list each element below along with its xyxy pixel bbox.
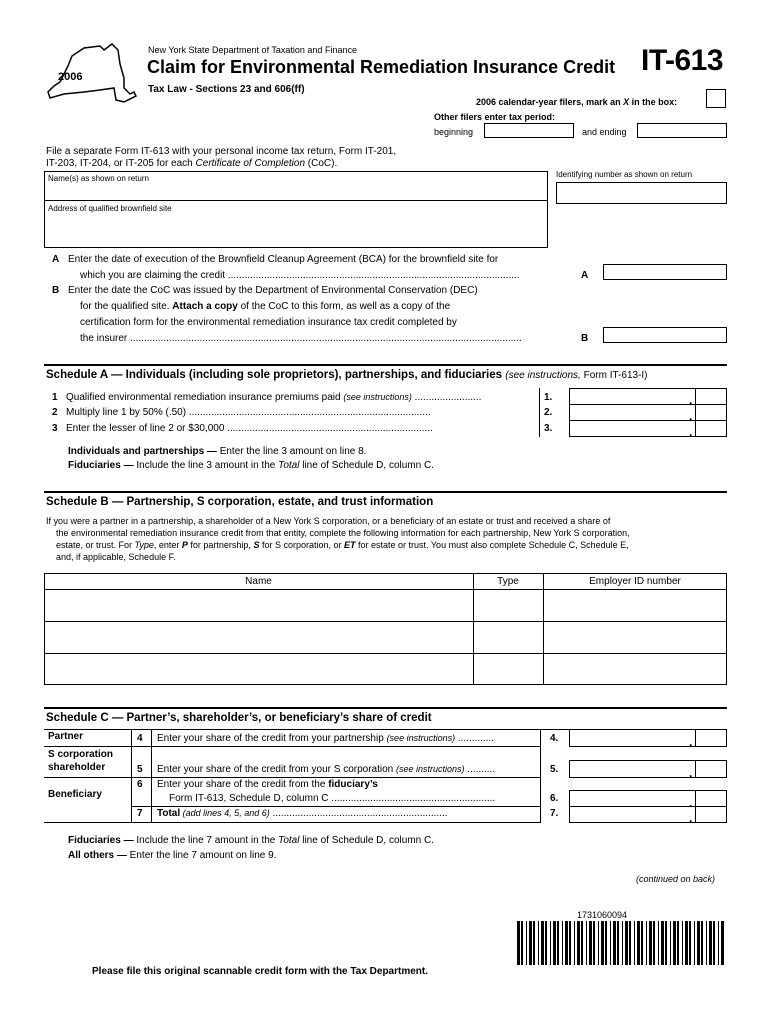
schedule-c-row-rule-6	[131, 806, 540, 807]
line-3-amount[interactable]	[569, 420, 727, 437]
agency-name: New York State Department of Taxation and Finance	[148, 45, 357, 55]
beneficiary-row-label: Beneficiary	[48, 789, 102, 800]
line-4-box-label: 4.	[550, 733, 559, 744]
line-2-number: 2	[52, 407, 58, 418]
line-4-decimal: .	[689, 735, 693, 749]
item-a-line1: Enter the date of execution of the Brownfield Cleanup Agreement (BCA) for the brownfield site for	[68, 254, 499, 265]
name-address-divider	[44, 200, 548, 201]
line-6-box-label: 6.	[550, 793, 559, 804]
schedule-c-row-rule-4	[44, 746, 540, 747]
schedule-b-rule	[44, 491, 727, 493]
column-header-type: Type	[497, 576, 519, 587]
item-b-line1: Enter the date the CoC was issued by the Department of Environmental Conservation (DEC)	[68, 285, 478, 296]
entity-row-2-name[interactable]	[45, 622, 472, 653]
line-6-cents-divider	[695, 790, 696, 807]
form-year: 2006	[58, 71, 83, 83]
line-5-number: 5	[137, 764, 143, 775]
line-3-text: Enter the lesser of line 2 or $30,000 ..........................................................................	[66, 423, 433, 434]
calendar-year-checkbox[interactable]	[706, 89, 726, 108]
schedule-a-label-column-rule	[539, 388, 540, 437]
names-label: Name(s) as shown on return	[48, 174, 149, 183]
line-7-text: Total (add lines 4, 5, and 6) ...............................................................	[157, 808, 448, 819]
item-a-letter: A	[52, 254, 60, 265]
file-instruction-line1: File a separate Form IT-613 with your personal income tax return, Form IT-201,	[46, 146, 397, 157]
s-corp-row-label-2: shareholder	[48, 762, 106, 773]
line-5-box-label: 5.	[550, 764, 559, 775]
line-3-box-label: 3.	[544, 423, 553, 434]
entity-row-1-name[interactable]	[45, 590, 472, 621]
line-2-text: Multiply line 1 by 50% (.50) .......................................................................................	[66, 407, 431, 418]
file-original-note: Please file this original scannable credit form with the Tax Department.	[92, 966, 429, 977]
entity-row-1-type[interactable]	[474, 590, 542, 621]
line-2-box-label: 2.	[544, 407, 553, 418]
partner-row-label: Partner	[48, 731, 84, 742]
line-1-decimal: .	[689, 393, 693, 407]
barcode-icon	[515, 921, 727, 965]
form-number: IT-613	[641, 44, 724, 77]
item-a-box-label: A	[581, 270, 589, 281]
fiduciaries-note-a: Fiduciaries — Include the line 3 amount in the Total line of Schedule D, column C.	[68, 460, 434, 471]
file-instruction-line2: IT-203, IT-204, or IT-205 for each Certificate of Completion (CoC).	[46, 158, 338, 169]
line-4-cents-divider	[695, 729, 696, 747]
schedule-c-row-rule-5	[44, 777, 540, 778]
line-3-cents-divider	[695, 420, 696, 437]
period-beginning-field[interactable]	[484, 123, 574, 138]
column-header-name: Name	[245, 576, 272, 587]
period-ending-field[interactable]	[637, 123, 727, 138]
other-filers-label: Other filers enter tax period:	[434, 112, 556, 122]
coc-date-field[interactable]	[603, 327, 727, 343]
item-b-box-label: B	[581, 333, 589, 344]
schedule-c-bottom-rule	[44, 822, 540, 823]
line-1-box-label: 1.	[544, 392, 553, 403]
line-6-amount[interactable]	[569, 790, 727, 807]
line-3-number: 3	[52, 423, 58, 434]
identifying-number-field[interactable]	[556, 182, 727, 204]
schedule-c-rule	[44, 707, 727, 709]
entity-row-3-name[interactable]	[45, 654, 472, 684]
item-b-letter: B	[52, 285, 60, 296]
identifying-number-label: Identifying number as shown on return	[556, 170, 693, 179]
line-4-amount[interactable]	[569, 729, 727, 747]
and-ending-label: and ending	[582, 127, 627, 137]
individuals-partnerships-note: Individuals and partnerships — Enter the line 3 amount on line 8.	[68, 446, 367, 457]
column-header-ein: Employer ID number	[589, 576, 681, 587]
address-field[interactable]	[45, 214, 547, 247]
address-label: Address of qualified brownfield site	[48, 204, 172, 213]
schedule-c-box-column-rule	[540, 729, 541, 823]
names-field[interactable]	[45, 183, 547, 199]
line-7-number: 7	[137, 808, 143, 819]
entity-row-2-type[interactable]	[474, 622, 542, 653]
item-b-line4: the insurer .............................................................................................................................................	[80, 333, 522, 344]
line-4-number: 4	[137, 733, 143, 744]
all-others-note: All others — Enter the line 7 amount on line 9.	[68, 850, 277, 861]
line-2-decimal: .	[689, 409, 693, 423]
entity-row-1-ein[interactable]	[544, 590, 726, 621]
schedule-c-label-column-rule	[131, 729, 132, 823]
line-6-text: Enter your share of the credit from the fiduciary’s	[157, 779, 378, 790]
fiduciaries-note-c: Fiduciaries — Include the line 7 amount in the Total line of Schedule D, column C.	[68, 835, 434, 846]
schedule-a-rule	[44, 364, 727, 366]
schedule-b-para-1: If you were a partner in a partnership, a shareholder of a New York S corporation, or a beneficiary of an estate or trust and received a share of	[46, 516, 611, 526]
schedule-b-para-4: and, if applicable, Schedule F.	[56, 552, 176, 562]
line-5-amount[interactable]	[569, 760, 727, 778]
form-title: Claim for Environmental Remediation Insurance Credit	[147, 57, 616, 77]
entity-row-3-type[interactable]	[474, 654, 542, 684]
item-a-line2: which you are claiming the credit .........................................................................................................	[80, 270, 520, 281]
schedule-c-number-column-rule	[151, 729, 152, 823]
line-1-amount[interactable]	[569, 388, 727, 405]
tax-law-reference: Tax Law - Sections 23 and 606(ff)	[148, 84, 305, 95]
line-7-cents-divider	[695, 806, 696, 823]
s-corp-row-label-1: S corporation	[48, 749, 114, 760]
entity-row-3-ein[interactable]	[544, 654, 726, 684]
schedule-b-title: Schedule B — Partnership, S corporation, estate, and trust information	[46, 496, 434, 508]
schedule-a-title: Schedule A — Individuals (including sole proprietors), partnerships, and fiduciaries (see instructions, Form IT-613-I)	[46, 369, 648, 381]
beginning-label: beginning	[434, 127, 474, 137]
line-2-amount[interactable]	[569, 404, 727, 421]
line-1-text: Qualified environmental remediation insurance premiums paid (see instructions) ........................	[66, 392, 482, 403]
calendar-year-instruction: 2006 calendar-year filers, mark an X in the box:	[476, 97, 678, 107]
line-5-cents-divider	[695, 760, 696, 778]
line-6-decimal: .	[689, 796, 693, 810]
line-6-number: 6	[137, 779, 143, 790]
line-5-decimal: .	[689, 766, 693, 780]
schedule-b-para-3: estate, or trust. For Type, enter P for partnership, S for S corporation, or ET for estate or trust. You must also complete Schedule C, Schedule E,	[56, 540, 629, 550]
line-4-text: Enter your share of the credit from your partnership (see instructions) .............	[157, 733, 494, 744]
line-6-text-2: Form IT-613, Schedule D, column C ...........................................................	[169, 793, 496, 804]
line-3-decimal: .	[689, 425, 693, 439]
schedule-b-para-2: the environmental remediation insurance credit from that entity, complete the following information for each partnership, New York S corporation,	[56, 528, 630, 538]
line-5-text: Enter your share of the credit from your S corporation (see instructions) ..........	[157, 764, 496, 775]
barcode-number: 1731060094	[577, 910, 628, 920]
schedule-c-title: Schedule C — Partner’s, shareholder’s, or beneficiary’s share of credit	[46, 712, 432, 724]
line-1-cents-divider	[695, 388, 696, 405]
line-7-decimal: .	[689, 811, 693, 825]
line-7-amount[interactable]	[569, 806, 727, 823]
line-2-cents-divider	[695, 404, 696, 421]
bca-date-field[interactable]	[603, 264, 727, 280]
line-7-box-label: 7.	[550, 808, 559, 819]
entity-row-2-ein[interactable]	[544, 622, 726, 653]
continued-on-back: (continued on back)	[636, 874, 716, 884]
line-1-number: 1	[52, 392, 58, 403]
item-b-line2: for the qualified site. Attach a copy of the CoC to this form, as well as a copy of the	[80, 301, 451, 312]
item-b-line3: certification form for the environmental remediation insurance tax credit completed by	[80, 317, 457, 328]
